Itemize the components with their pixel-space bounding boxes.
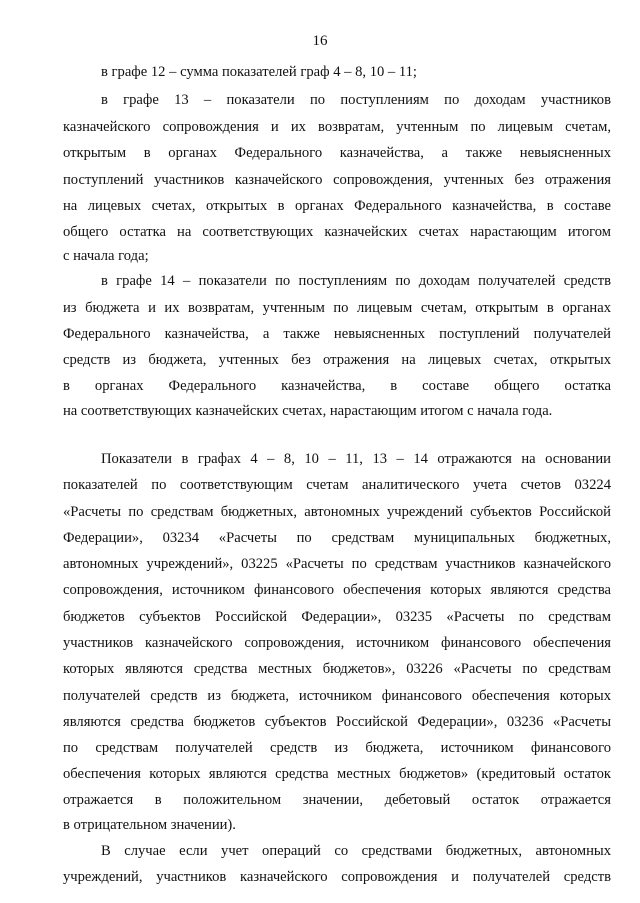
paragraph-4-line-12: по средствам получателей средств из бюджета, источником финансового [63,740,611,756]
paragraph-5-line-2: учреждений, участников казначейского сопровождения и получателей средств [63,869,611,885]
paragraph-5-line-1: В случае если учет операций со средствами бюджетных, автономных [101,843,611,859]
paragraph-4-line-1: Показатели в графах 4 – 8, 10 – 11, 13 – 14 отражаются на основании [101,451,611,467]
paragraph-2-line-6: общего остатка на соответствующих казначейских счетах нарастающим итогом [63,224,611,240]
paragraph-2-line-1: в графе 13 – показатели по поступлениям по доходам участников [101,92,611,108]
paragraph-3-line-1: в графе 14 – показатели по поступлениям по доходам получателей средств [101,273,611,289]
paragraph-2-line-3: открытым в органах Федерального казначейства, а также невыясненных [63,145,611,161]
paragraph-4-line-15: в отрицательном значении). [63,817,236,833]
paragraph-3-line-6: на соответствующих казначейских счетах, нарастающим итогом с начала года. [63,403,553,419]
paragraph-3-line-3: Федерального казначейства, а также невыясненных поступлений получателей [63,326,611,342]
paragraph-4-line-5: автономных учреждений», 03225 «Расчеты по средствам участников казначейского [63,556,611,572]
paragraph-2-line-2: казначейского сопровождения и их возвратам, учтенным по лицевым счетам, [63,119,611,135]
paragraph-4-line-11: являются средства бюджетов субъектов Российской Федерации», 03236 «Расчеты [63,714,611,730]
paragraph-4-line-13: обеспечения которых являются средства местных бюджетов» (кредитовый остаток [63,766,611,782]
paragraph-4-line-9: которых являются средства местных бюджетов», 03226 «Расчеты по средствам [63,661,611,677]
paragraph-4-line-7: бюджетов субъектов Российской Федерации», 03235 «Расчеты по средствам [63,609,611,625]
paragraph-4-line-3: «Расчеты по средствам бюджетных, автономных учреждений субъектов Российской [63,504,611,520]
paragraph-3-line-4: средств из бюджета, учтенных без отражения на лицевых счетах, открытых [63,352,611,368]
paragraph-1-line-1: в графе 12 – сумма показателей граф 4 – 8, 10 – 11; [101,64,417,80]
paragraph-2-line-5: на лицевых счетах, открытых в органах Федерального казначейства, в составе [63,198,611,214]
paragraph-3-line-2: из бюджета и их возвратам, учтенным по лицевым счетам, открытым в органах [63,300,611,316]
page-number: 16 [312,33,328,49]
paragraph-3-line-5: в органах Федерального казначейства, в составе общего остатка [63,378,611,394]
paragraph-2-line-7: с начала года; [63,248,149,264]
paragraph-4-line-14: отражается в положительном значении, дебетовый остаток отражается [63,792,611,808]
paragraph-4-line-4: Федерации», 03234 «Расчеты по средствам муниципальных бюджетных, [63,530,611,546]
paragraph-4-line-10: получателей средств из бюджета, источником финансового обеспечения которых [63,688,611,704]
paragraph-4-line-8: участников казначейского сопровождения, источником финансового обеспечения [63,635,611,651]
paragraph-2-line-4: поступлений участников казначейского сопровождения, учтенных без отражения [63,172,611,188]
paragraph-4-line-2: показателей по соответствующим счетам аналитического учета счетов 03224 [63,477,611,493]
paragraph-4-line-6: сопровождения, источником финансового обеспечения которых являются средства [63,582,611,598]
